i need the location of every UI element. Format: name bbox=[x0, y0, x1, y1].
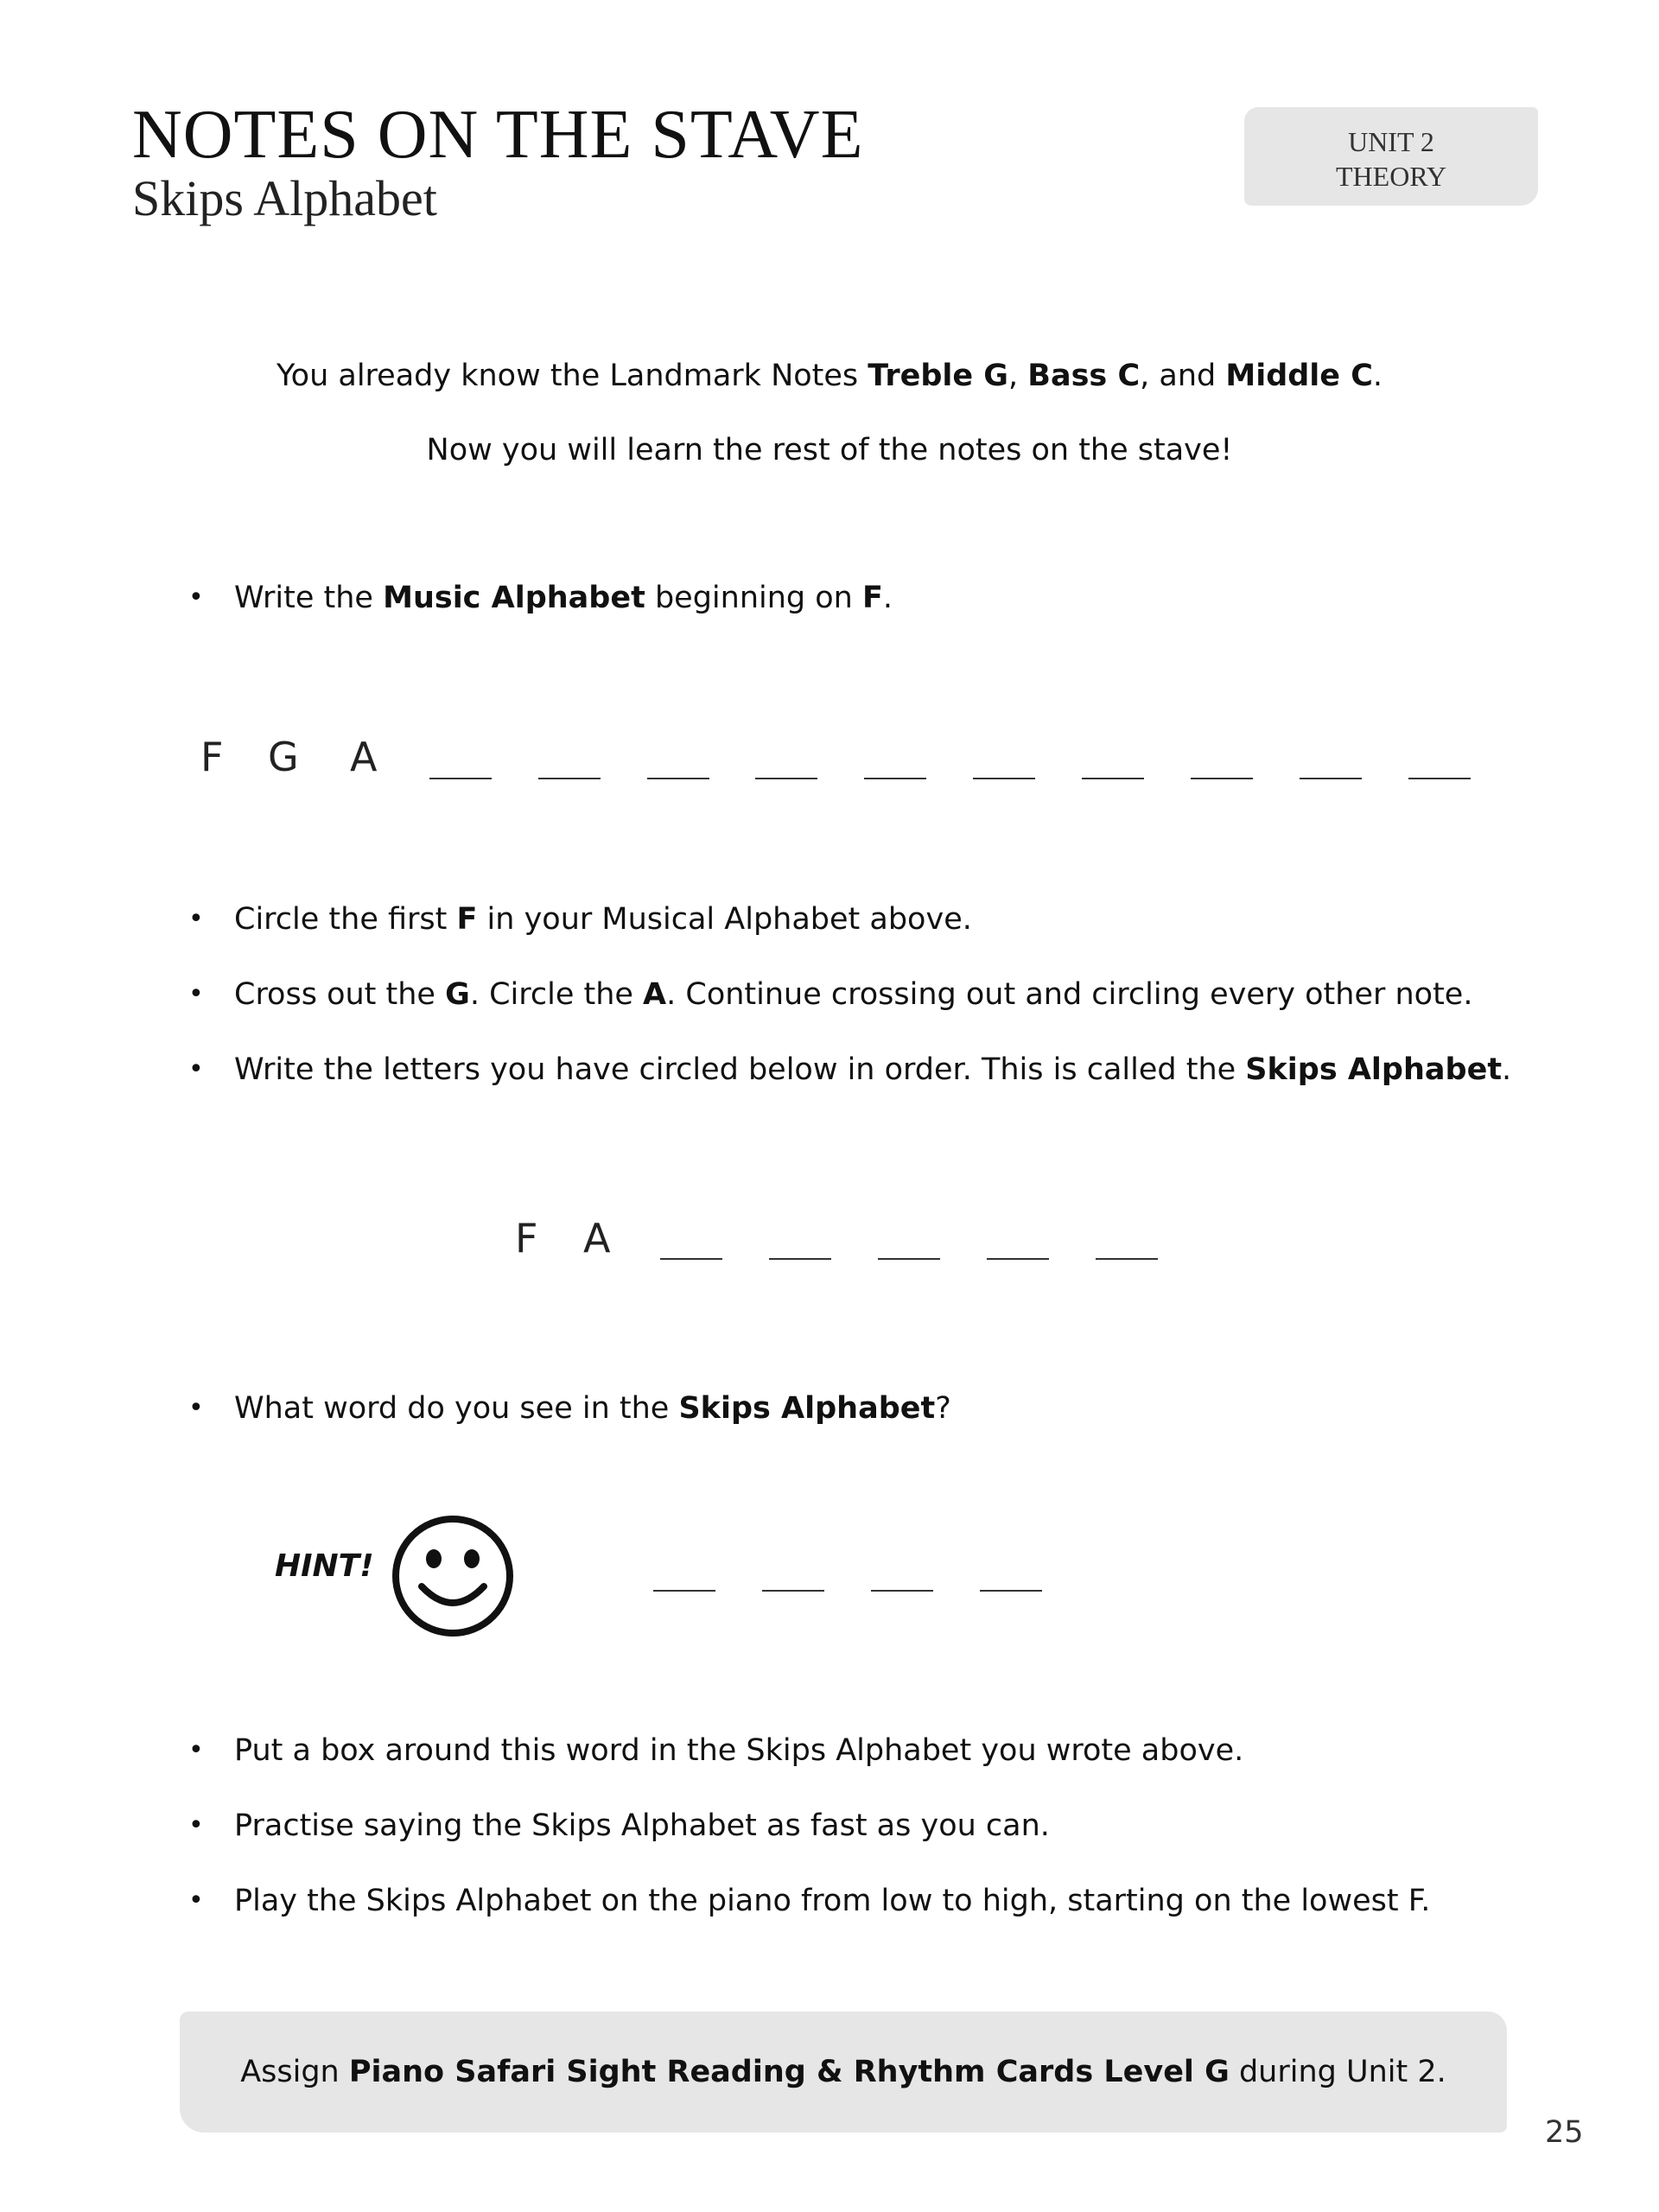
page-subtitle: Skips Alphabet bbox=[132, 170, 437, 226]
skips-blank[interactable] bbox=[878, 1258, 940, 1260]
answer-blank[interactable] bbox=[973, 778, 1035, 779]
answer-blank[interactable] bbox=[1082, 778, 1144, 779]
smiley-face-icon bbox=[387, 1510, 518, 1642]
unit-badge bbox=[1244, 107, 1538, 206]
intro-line-2: Now you will learn the rest of the notes on the stave! bbox=[426, 433, 1233, 467]
intro-line-1: You already know the Landmark Notes Treble G, Bass C, and Middle C. bbox=[276, 359, 1383, 393]
answer-blank[interactable] bbox=[864, 778, 926, 779]
skips-blank[interactable] bbox=[987, 1258, 1049, 1260]
alphabet-letter: F bbox=[200, 734, 224, 780]
unit-type-label: THEORY bbox=[1336, 161, 1446, 192]
answer-blank[interactable] bbox=[1300, 778, 1362, 779]
assignment-text: Assign Piano Safari Sight Reading & Rhythm Cards Level G during Unit 2. bbox=[240, 2055, 1446, 2089]
word-blank[interactable] bbox=[653, 1590, 715, 1592]
answer-blank[interactable] bbox=[1191, 778, 1253, 779]
skips-letter: A bbox=[583, 1215, 611, 1262]
word-blank[interactable] bbox=[871, 1590, 933, 1592]
alphabet-letter: G bbox=[268, 734, 299, 780]
answer-blank[interactable] bbox=[755, 778, 817, 779]
answer-blank[interactable] bbox=[647, 778, 709, 779]
skips-blank[interactable] bbox=[660, 1258, 722, 1260]
word-blank[interactable] bbox=[980, 1590, 1042, 1592]
skips-blank[interactable] bbox=[769, 1258, 831, 1260]
answer-blank[interactable] bbox=[429, 778, 492, 779]
answer-blank[interactable] bbox=[538, 778, 601, 779]
alphabet-letter: A bbox=[350, 734, 378, 780]
skips-letter: F bbox=[515, 1215, 538, 1262]
skips-blank[interactable] bbox=[1096, 1258, 1158, 1260]
page-title: NOTES ON THE STAVE bbox=[132, 97, 864, 173]
unit-label: UNIT 2 bbox=[1348, 126, 1434, 157]
answer-blank[interactable] bbox=[1408, 778, 1471, 779]
word-blank[interactable] bbox=[762, 1590, 824, 1592]
page-number: 25 bbox=[1545, 2115, 1584, 2150]
hint-label: HINT! bbox=[275, 1548, 374, 1584]
